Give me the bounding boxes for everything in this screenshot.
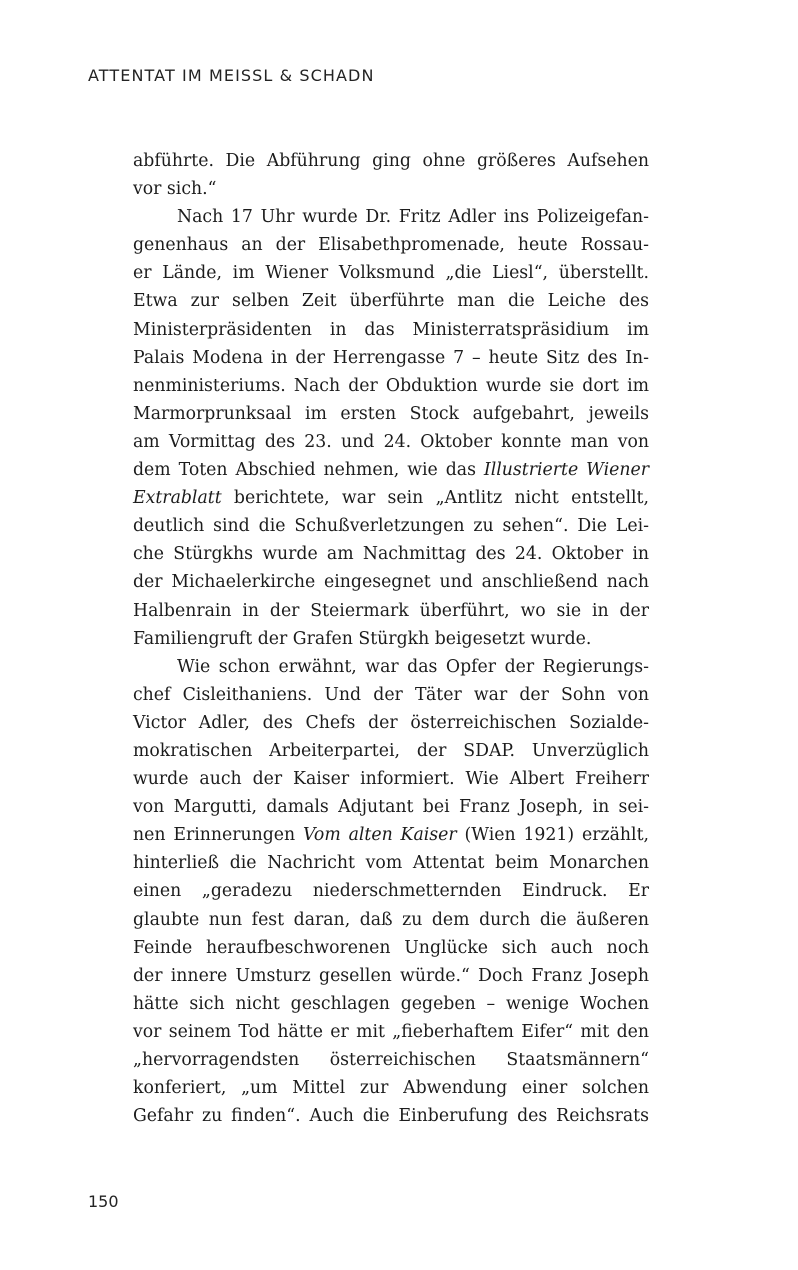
text-line: nen Erinnerungen Vom alten Kaiser (Wien 1921) erzählt, xyxy=(133,825,650,846)
text-line: vor seinem Tod hätte er mit „fieberhaftem Eifer“ mit den xyxy=(133,1021,649,1042)
paragraph xyxy=(133,203,649,653)
text-line: deutlich sind die Schußverletzungen zu sehen“. Die Lei- xyxy=(133,516,649,537)
text-line: hätte sich nicht geschlagen gegeben – wenige Wochen xyxy=(133,993,649,1014)
text-line: Nach 17 Uhr wurde Dr. Fritz Adler ins Polizeigefan- xyxy=(177,207,649,228)
text-line: Wie schon erwähnt, war das Opfer der Regierungs- xyxy=(177,656,649,677)
text-line: hinterließ die Nachricht vom Attentat beim Monarchen xyxy=(133,853,649,874)
text-line: er Lände, im Wiener Volksmund „die Liesl“, überstellt. xyxy=(133,263,649,284)
text-line: dem Toten Abschied nehmen, wie das Illustrierte Wiener xyxy=(133,460,649,481)
paragraph xyxy=(133,147,649,203)
text-line: Halbenrain in der Steiermark überführt, wo sie in der xyxy=(133,600,649,621)
text-line: Marmorprunksaal im ersten Stock aufgebahrt, jeweils xyxy=(133,403,649,424)
text-line: Gefahr zu finden“. Auch die Einberufung des Reichsrats xyxy=(133,1106,649,1127)
text-line: Etwa zur selben Zeit überführte man die Leiche des xyxy=(133,291,649,312)
text-line: Palais Modena in der Herrengasse 7 – heute Sitz des In- xyxy=(133,347,649,368)
text-line: Victor Adler, des Chefs der österreichischen Sozialde- xyxy=(133,712,649,733)
text-line: genenhaus an der Elisabethpromenade, heute Rossau- xyxy=(133,235,649,256)
text-line: nenministeriums. Nach der Obduktion wurde sie dort im xyxy=(133,375,649,396)
text-line: der Michaelerkirche eingesegnet und anschließend nach xyxy=(133,572,649,593)
text-line: „hervorragendsten österreichischen Staatsmännern“ xyxy=(133,1050,649,1070)
text-line: Ministerpräsidenten in das Ministerratspräsidium im xyxy=(133,319,649,340)
running-head: ATTENTAT IM MEISSL & SCHADN xyxy=(88,66,375,85)
text-line: abführte. Die Abführung ging ohne größeres Aufsehen xyxy=(133,151,649,171)
text-line: vor sich.“ xyxy=(133,179,217,200)
page-number: 150 xyxy=(88,1192,119,1211)
text-line: konferiert, „um Mittel zur Abwendung einer solchen xyxy=(133,1078,649,1099)
text-line: glaubte nun fest daran, daß zu dem durch die äußeren xyxy=(133,909,649,930)
text-line: wurde auch der Kaiser informiert. Wie Albert Freiherr xyxy=(133,769,649,790)
text-line: von Margutti, damals Adjutant bei Franz Joseph, in sei- xyxy=(133,797,649,818)
body-text xyxy=(133,147,649,1130)
text-line: Feinde heraufbeschworenen Unglücke sich auch noch xyxy=(133,937,649,958)
paragraph xyxy=(133,653,649,1131)
text-line: Extrablatt berichtete, war sein „Antlitz nicht entstellt, xyxy=(133,488,649,509)
text-line: chef Cisleithaniens. Und der Täter war der Sohn von xyxy=(133,684,649,705)
text-line: einen „geradezu niederschmetternden Eindruck. Er xyxy=(133,881,649,902)
text-line: am Vormittag des 23. und 24. Oktober konnte man von xyxy=(133,431,649,452)
text-line: Familiengruft der Grafen Stürgkh beigesetzt wurde. xyxy=(133,628,592,649)
text-line: mokratischen Arbeiterpartei, der SDAP. Unverzüglich xyxy=(133,740,649,761)
text-line: che Stürgkhs wurde am Nachmittag des 24. Oktober in xyxy=(133,544,649,565)
text-line: der innere Umsturz gesellen würde.“ Doch Franz Joseph xyxy=(133,965,649,986)
